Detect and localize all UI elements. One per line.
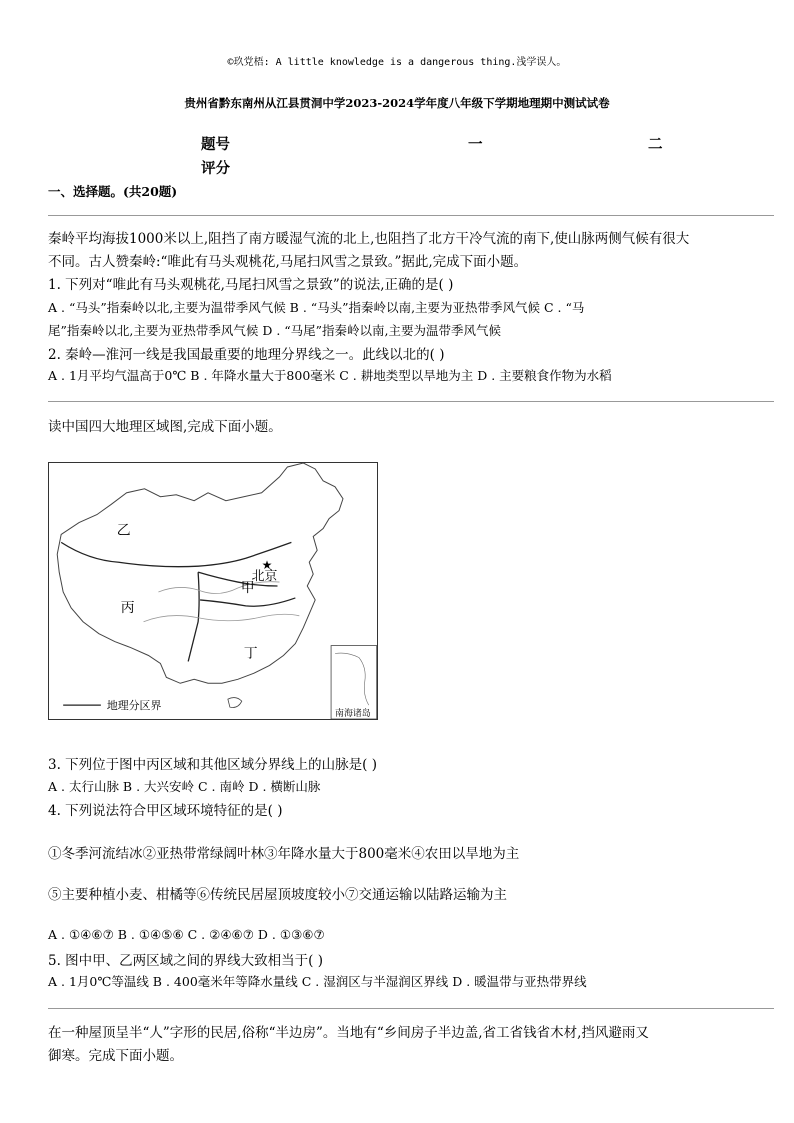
beijing-label: 北京: [251, 569, 278, 585]
divider: [48, 215, 774, 216]
divider: [48, 1008, 774, 1009]
exam-title: 贵州省黔东南州从江县贯洞中学2023-2024学年度八年级下学期地理期中测试试卷: [184, 96, 610, 110]
region-label-bing: 丙: [120, 599, 135, 616]
q4-stem: 4. 下列说法符合甲区域环境特征的是( ): [48, 803, 283, 819]
passage2-text: 读中国四大地理区域图,完成下面小题。: [48, 419, 282, 435]
nanhai-label: 南海诸岛: [335, 709, 371, 719]
q3-options[interactable]: A . 太行山脉 B . 大兴安岭 C . 南岭 D . 横断山脉: [48, 779, 321, 794]
nanhai-inset: [331, 646, 377, 719]
score-table-score-label: 评分: [201, 160, 230, 177]
china-regions-map: [48, 462, 378, 720]
q4-items-line1: ①冬季河流结冰②亚热带常绿阔叶林③年降水量大于800毫米④农田以旱地为主: [48, 846, 520, 862]
region-label-jia: 甲: [240, 579, 255, 596]
score-table-col2: 二: [648, 136, 663, 153]
section-heading: 一、选择题。(共20题): [48, 184, 178, 199]
beijing-star-icon: ★: [261, 558, 273, 573]
region-label-yi: 乙: [116, 522, 131, 539]
passage1-line1: 秦岭平均海拔1000米以上,阻挡了南方暖湿气流的北上,也阻挡了北方干冷气流的南下,使山脉两侧气候有很大: [48, 231, 690, 247]
q4-items-line2: ⑤主要种植小麦、柑橘等⑥传统民居屋顶坡度较小⑦交通运输以陆路运输为主: [48, 887, 507, 903]
passage1-line2: 不同。古人赞秦岭:“唯此有马头观桃花,马尾扫风雪之景致。”据此,完成下面小题。: [48, 254, 528, 270]
q2-options[interactable]: A . 1月平均气温高于0℃ B . 年降水量大于800毫米 C . 耕地类型以旱地为主 D . 主要粮食作物为水稻: [48, 368, 612, 383]
q1-stem: 1. 下列对“唯此有马头观桃花,马尾扫风雪之景致”的说法,正确的是( ): [48, 277, 454, 293]
score-table-header-label: 题号: [201, 136, 230, 153]
passage3-line1: 在一种屋顶呈半“人”字形的民居,俗称“半边房”。当地有“乡间房子半边盖,省工省钱省木材,挡风避雨又: [48, 1025, 649, 1041]
map-svg: [49, 463, 377, 719]
divider: [48, 401, 774, 402]
passage3-line2: 御寒。完成下面小题。: [48, 1048, 183, 1064]
hainan-island: [228, 698, 242, 708]
q4-options[interactable]: A . ①④⑥⑦ B . ①④⑤⑥ C . ②④⑥⑦ D . ①③⑥⑦: [48, 927, 325, 942]
header-note: ©玖党梧: A little knowledge is a dangerous thing.浅学误人。: [227, 57, 567, 68]
legend-text: 地理分区界: [106, 699, 162, 713]
q3-stem: 3. 下列位于图中丙区域和其他区域分界线上的山脉是( ): [48, 757, 377, 773]
q1-options-line1[interactable]: A . “马头”指秦岭以北,主要为温带季风气候 B . “马头”指秦岭以南,主要为亚热带季风气候 C . “马: [48, 300, 585, 315]
q2-stem: 2. 秦岭—淮河一线是我国最重要的地理分界线之一。此线以北的( ): [48, 347, 445, 363]
q1-options-line2[interactable]: 尾”指秦岭以北,主要为亚热带季风气候 D . “马尾”指秦岭以南,主要为温带季风气候: [48, 323, 502, 338]
q5-options[interactable]: A . 1月0℃等温线 B . 400毫米年等降水量线 C . 湿润区与半湿润区界线 D . 暖温带与亚热带界线: [48, 974, 587, 989]
q5-stem: 5. 图中甲、乙两区域之间的界线大致相当于( ): [48, 953, 323, 969]
score-table-col1: 一: [468, 136, 483, 153]
region-label-ding: 丁: [243, 645, 258, 662]
